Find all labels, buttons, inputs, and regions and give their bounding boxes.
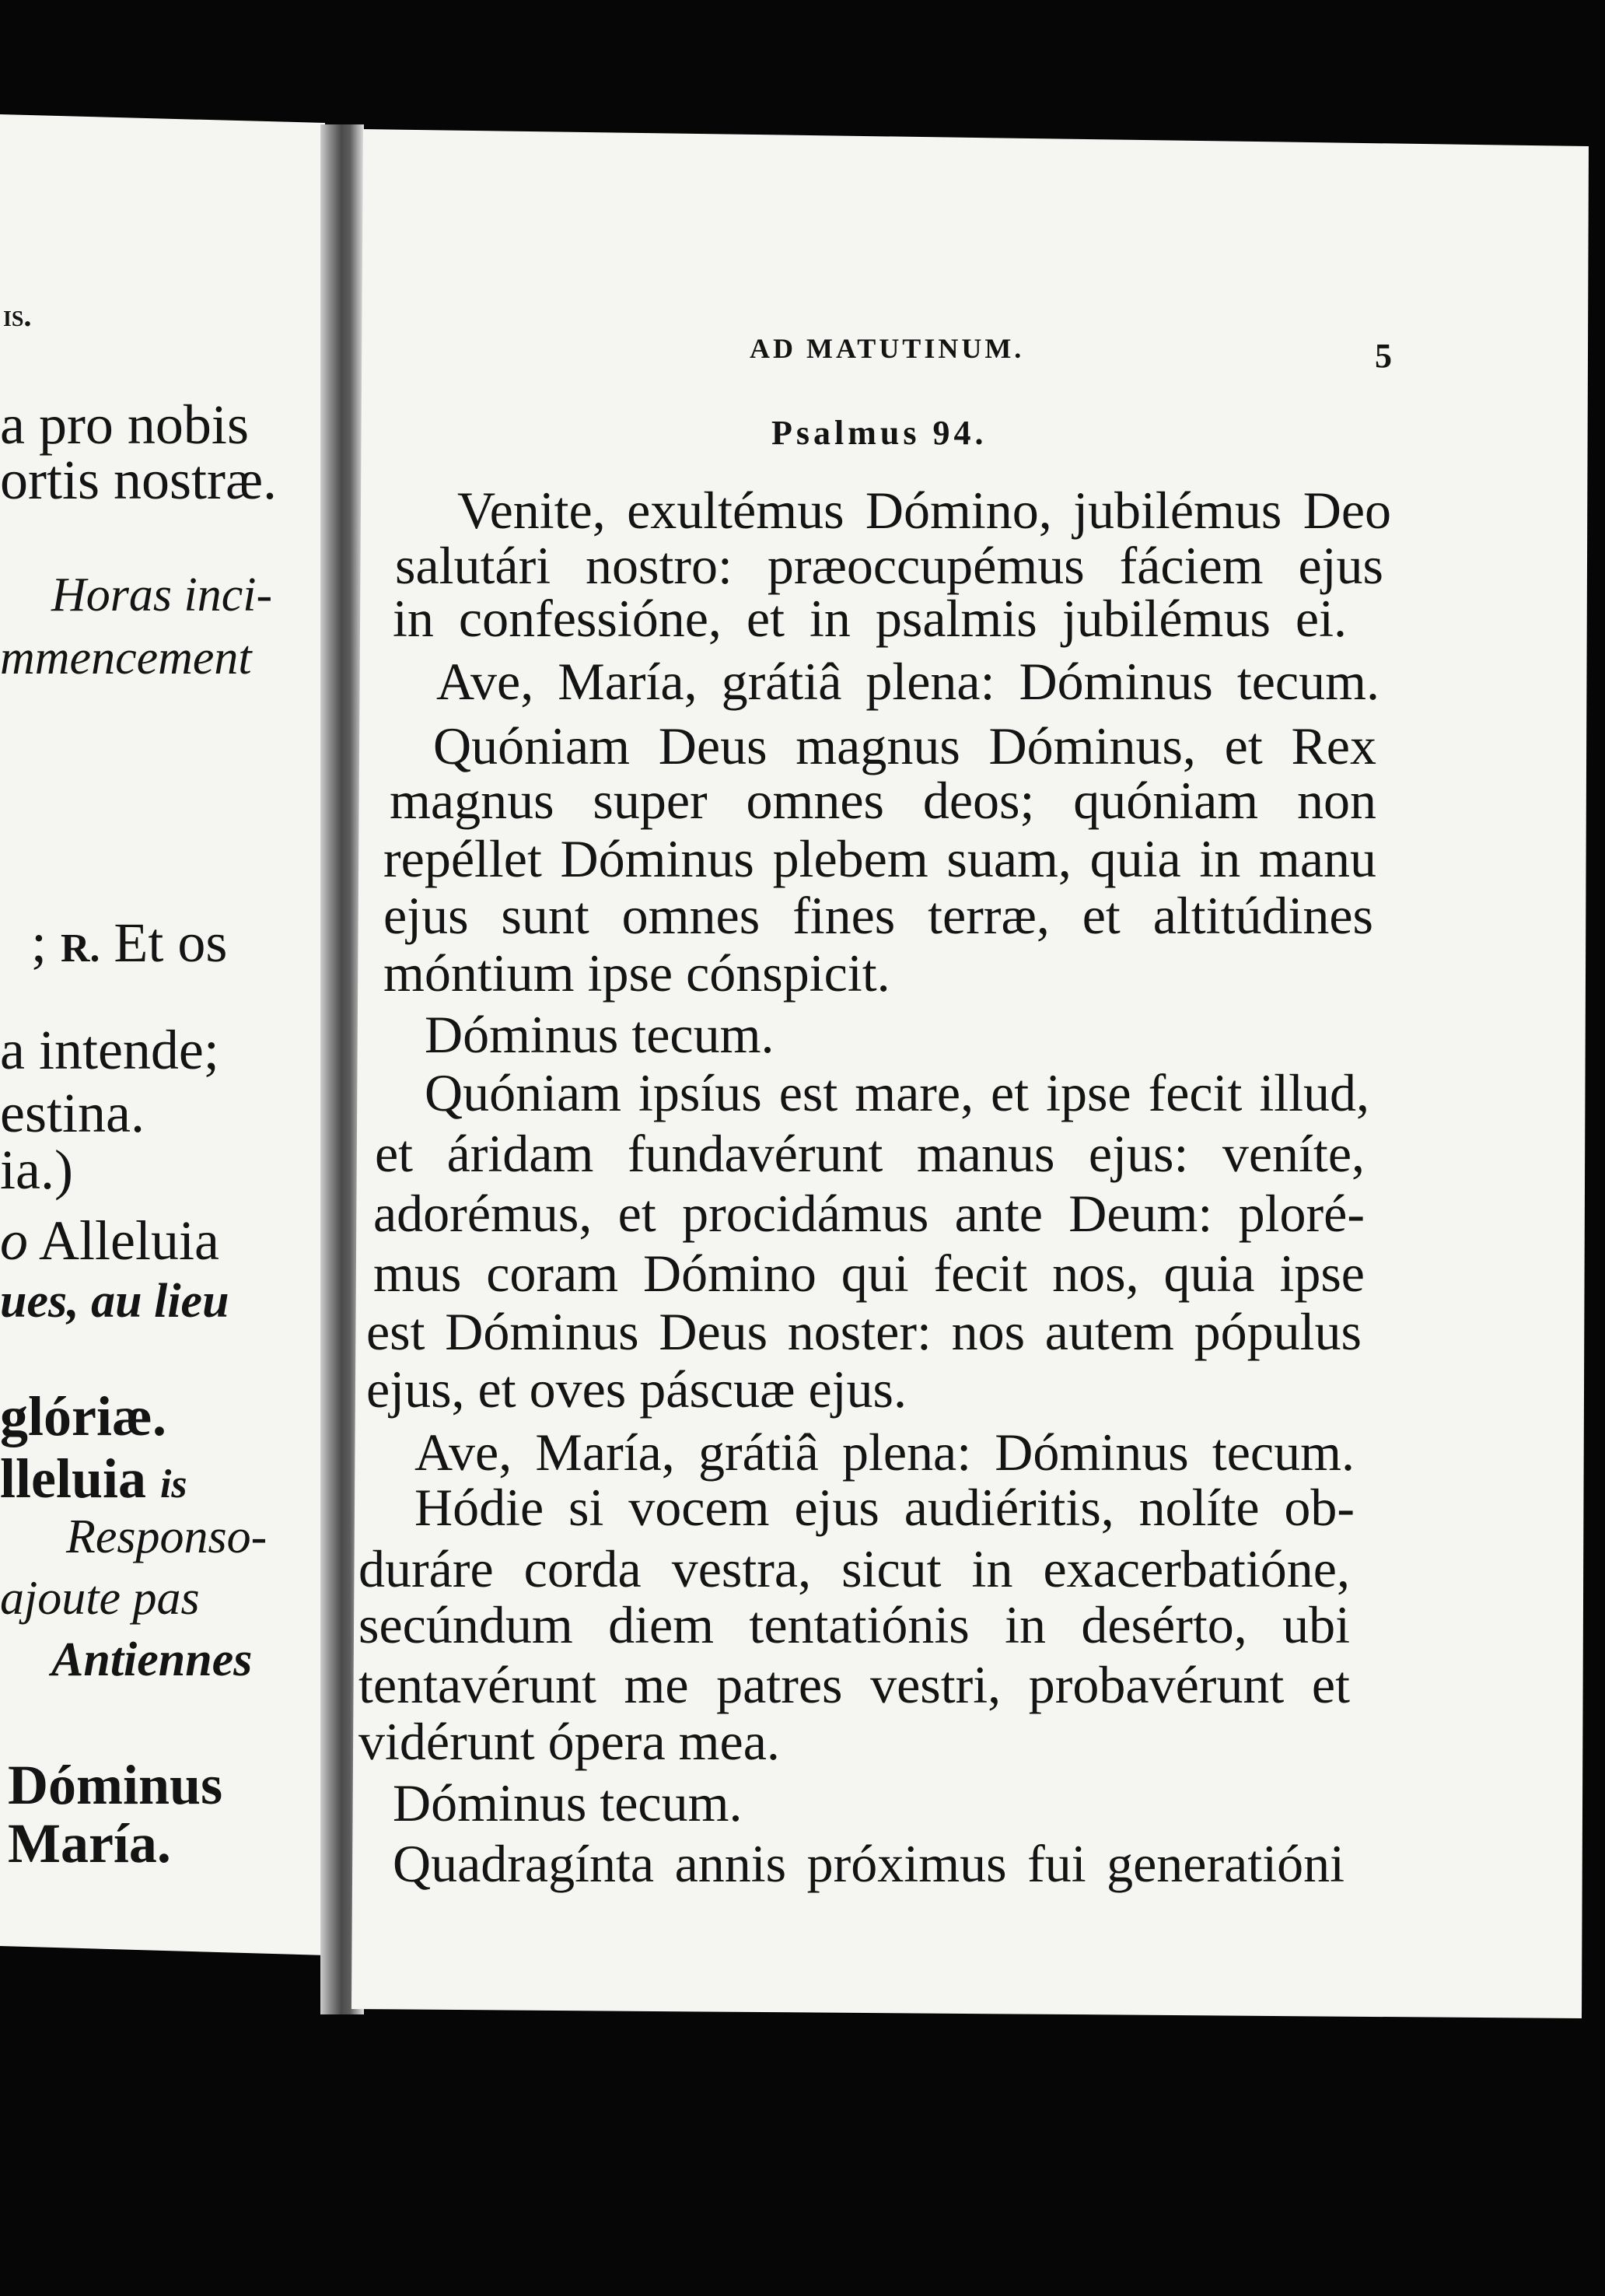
left-page-line: mmencement	[0, 632, 252, 684]
left-page-line: ia.)	[0, 1139, 73, 1201]
verse-line: tentavérunt me patres vestri, probavérunt et	[358, 1655, 1350, 1714]
verse-line: Quadragínta annis próximus fui generatióni	[393, 1834, 1344, 1893]
verse-line: in confessióne, et in psalmis jubilémus ei.	[393, 589, 1347, 648]
left-page-line: ajoute pas	[0, 1572, 200, 1625]
left-page-segment: o	[0, 1209, 28, 1272]
verse-line: et áridam fundavérunt manus ejus: veníte,	[375, 1124, 1365, 1183]
verse-line: Dóminus tecum.	[393, 1773, 743, 1832]
left-running-head-fragment: is.	[3, 298, 32, 333]
left-page-segment: ;	[31, 912, 47, 974]
left-page-line: Antiennes	[51, 1633, 253, 1686]
verse-line: magnus super omnes deos; quóniam non	[390, 771, 1376, 830]
left-page-line: estina.	[0, 1082, 145, 1144]
running-head: AD MATUTINUM.	[750, 333, 1025, 364]
left-page-line: María.	[8, 1812, 171, 1874]
verse-line: ejus sunt omnes fines terræ, et altitúdines	[383, 886, 1373, 945]
verse-line: Venite, exultémus Dómino, jubilémus Deo	[457, 481, 1391, 540]
verse-line: repéllet Dóminus plebem suam, quia in manu	[383, 829, 1376, 888]
verse-line: salutári nostro: præoccupémus fáciem ejus	[395, 536, 1383, 595]
verse-line: Ave, María, grátiâ plena: Dóminus tecum.	[414, 1423, 1355, 1482]
verse-line: est Dóminus Deus noster: nos autem pópulus	[366, 1302, 1362, 1361]
left-page-line: glóriæ.	[0, 1385, 166, 1447]
left-page-line: ues, au lieu	[0, 1275, 229, 1328]
verse-line: Quóniam Deus magnus Dóminus, et Rex	[433, 716, 1376, 775]
left-page-line: ortis nostræ.	[0, 449, 278, 511]
left-page-line	[31, 912, 227, 980]
left-page-line: Responso-	[66, 1510, 268, 1563]
left-page-line: a intende;	[0, 1019, 219, 1081]
verse-line: ejus, et oves páscuæ ejus.	[366, 1360, 907, 1419]
verse-line: mus coram Dómino qui fecit nos, quia ipse	[373, 1244, 1365, 1303]
left-page-segment: is	[160, 1462, 187, 1507]
verse-line: adorémus, et procidámus ante Deum: ploré-	[373, 1184, 1365, 1243]
left-page-segment: lleluia	[0, 1447, 147, 1510]
verse-line: secúndum diem tentatiónis in desérto, ubi	[358, 1595, 1350, 1654]
left-page-segment: Alleluia	[39, 1209, 219, 1272]
responsory-mark: R.	[61, 926, 100, 971]
verse-line: Quóniam ipsíus est mare, et ipse fecit illud,	[425, 1063, 1369, 1122]
left-page-line: a pro nobis	[0, 394, 249, 456]
left-page-line	[0, 1447, 187, 1516]
left-page-segment: Et os	[114, 912, 228, 974]
left-page-line: Dóminus	[8, 1754, 223, 1816]
verse-line: Hódie si vocem ejus audiéritis, nolíte ob-	[414, 1478, 1355, 1537]
verse-line: móntium ipse cónspicit.	[383, 943, 890, 1003]
psalm-title: Psalmus 94.	[771, 414, 988, 452]
verse-line: vidérunt ópera mea.	[358, 1712, 780, 1771]
left-page-line: Horas inci-	[51, 569, 273, 621]
verse-line: Dóminus tecum.	[425, 1005, 775, 1064]
left-page-line	[0, 1209, 219, 1272]
page-number: 5	[1375, 337, 1392, 375]
verse-line: duráre corda vestra, sicut in exacerbatióne,	[358, 1539, 1350, 1598]
verse-line: Ave, María, grátiâ plena: Dóminus tecum.	[436, 652, 1379, 711]
